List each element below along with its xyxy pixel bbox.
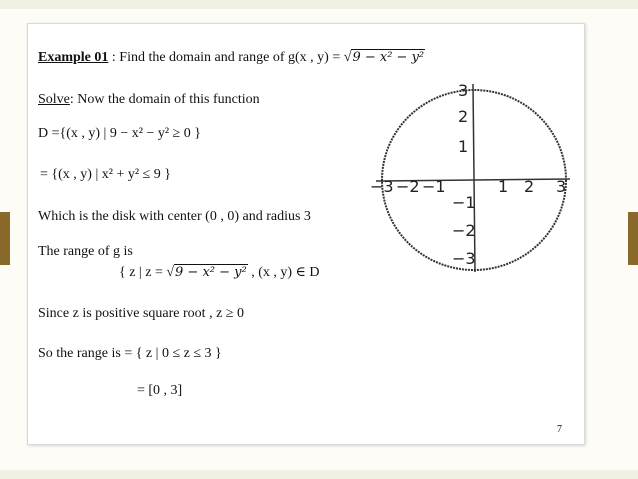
example-prompt: : Find the domain and range of g(x , y) =: [108, 50, 344, 65]
x-tick-label: 3: [556, 177, 567, 196]
range-set-line: [119, 265, 320, 281]
x-tick-label: 2: [524, 177, 535, 196]
range-radicand: 9 − x² − y²: [175, 265, 247, 280]
solve-label: Solve: [38, 92, 70, 107]
left-nav-tab[interactable]: [0, 212, 10, 265]
example-radicand: 9 − x² − y²: [352, 50, 425, 65]
y-tick-label: −2: [452, 221, 476, 240]
range-sqrt: √9 − x² − y²: [166, 265, 247, 280]
example-line: [38, 50, 425, 66]
range-result: So the range is = { z | 0 ≤ z ≤ 3 }: [38, 346, 222, 361]
y-tick-label: 3: [458, 82, 469, 100]
disk-description: Which is the disk with center (0 , 0) and radius 3: [38, 209, 311, 224]
x-tick-label: −2: [396, 177, 420, 196]
example-label: Example 01: [38, 50, 109, 65]
disk-diagram: [358, 82, 576, 272]
bottom-border: [0, 470, 638, 479]
y-tick-label: 2: [458, 107, 469, 126]
x-tick-label: −3: [370, 177, 394, 196]
solve-line: [38, 92, 260, 108]
domain-simplified: = {(x , y) | x² + y² ≤ 9 }: [40, 167, 171, 182]
y-tick-label: −3: [452, 249, 476, 268]
x-tick-label: −1: [422, 177, 446, 196]
top-border: [0, 0, 638, 9]
range-set-suffix: , (x , y) ∈ D: [247, 265, 320, 280]
y-tick-label: −1: [452, 193, 476, 212]
domain-definition: D ={(x , y) | 9 − x² − y² ≥ 0 }: [38, 126, 201, 141]
x-tick-label: 1: [498, 177, 509, 196]
example-sqrt: √9 − x² − y²: [343, 50, 425, 65]
page-number: 7: [557, 424, 562, 435]
range-intro: The range of g is: [38, 244, 133, 259]
solve-text: : Now the domain of this function: [69, 92, 260, 107]
since-text: Since z is positive square root , z ≥ 0: [38, 306, 244, 321]
range-interval: = [0 , 3]: [137, 383, 183, 398]
right-nav-tab[interactable]: [628, 212, 638, 265]
range-set-prefix: { z | z =: [119, 265, 167, 280]
y-tick-label: 1: [458, 137, 469, 156]
